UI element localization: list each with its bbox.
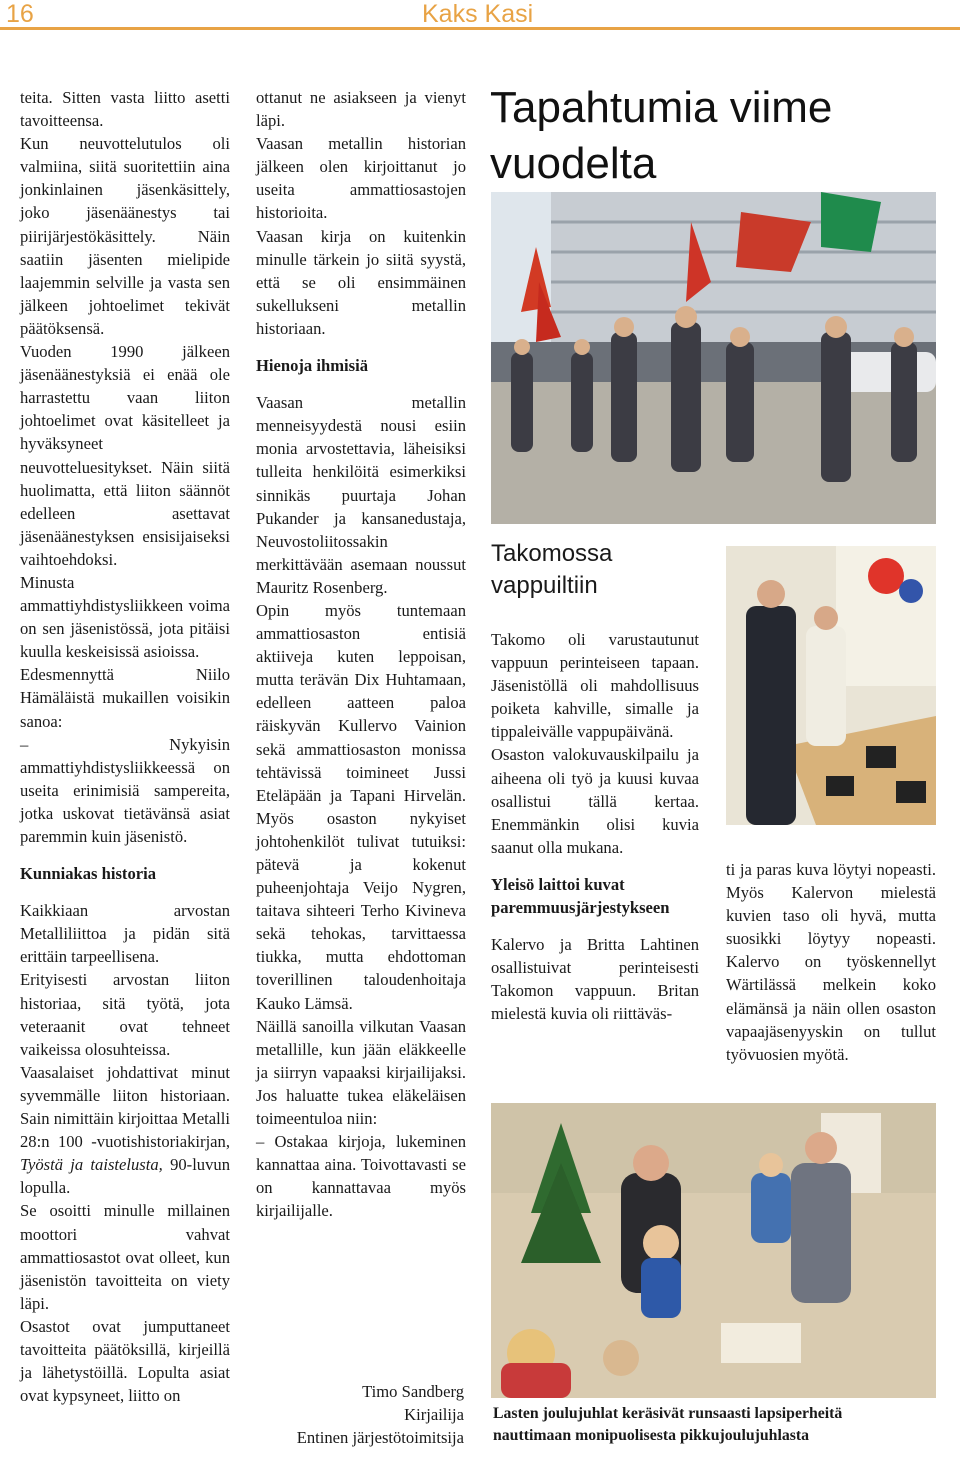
paragraph: Osastot ovat jumputtaneet tavoitteita päätöksillä, kirjeillä ja lähetystöillä. Lopulta asiat ovat kypsyneet, liitto on bbox=[20, 1316, 230, 1406]
photo-may-day-parade bbox=[491, 192, 936, 524]
paragraph bbox=[20, 1061, 230, 1200]
paragraph: ottanut ne asiakseen ja vienyt läpi. bbox=[256, 88, 466, 131]
paragraph: Kaikkiaan arvostan Metalliliittoa ja pidän sitä erittäin tarpeellisena. bbox=[20, 901, 230, 967]
author-signature bbox=[256, 1380, 464, 1449]
book-title: Työstä ja taistelusta, bbox=[20, 1155, 163, 1175]
paragraph: Vaasan metallin menneisyydestä nousi esiin monia arvostettavia, läheisiksi tulleita henkilöitä esimerkiksi sinnikäs puurtaja Johan Pukander ja kansanedustaja, Neuvostoliitossakin merkittävään asemaan noussut Mauritz Rosenberg. bbox=[256, 393, 466, 597]
subheading-yleiso: Yleisö laittoi kuvat paremmuusjärjestykseen bbox=[491, 874, 670, 918]
author-title: Entinen järjestötoimitsija bbox=[296, 1428, 464, 1448]
photo-children-christmas-party bbox=[491, 1103, 936, 1398]
paragraph-part: Sain nimittäin kirjoittaa Metalli 28:n 100 -vuotishistoriakirjan, bbox=[20, 1109, 230, 1152]
paragraph: Vaasan metallin historian jälkeen olen kirjoittanut jo useita ammattiosastojen historioita. bbox=[256, 134, 466, 223]
paragraph: Opin myös tuntemaan ammattiosaston entisiä aktiiveja kuten leppoisan, mutta terävän Dix Huhtamaan, edelleen aatteen paloa räiskyvän Kullervo Vainion sekä ammattiosaston monissa tehtävissä toimineet Jussi Eteläpään ja Tapani Hirvelän. Myös osaston nykyiset johtohenkilöt tulivat tutuiksi: pätevä ja kokenut puheenjohtaja Veijo Nygren, taitava sihteeri Terho Kivineva sekä tehokas, tarvittaessa tiukka, mutta ehdottoman toverillinen taloudenhoitaja Kauko Lämsä. bbox=[256, 600, 466, 1013]
caption-line: Lasten joulujuhlat keräsivät runsaasti lapsiperheitä bbox=[493, 1405, 843, 1422]
paragraph-part: Vaasalaiset johdattivat minut syvemmälle liiton historiaan. bbox=[20, 1062, 230, 1105]
paragraph: Näillä sanoilla vilkutan Vaasan metallille, kun jään eläkkeelle ja siirryn vapaaksi kirjailijaksi. Jos haluatte tukea eläkeläisen toimeentuloa niin: bbox=[256, 1016, 466, 1129]
paragraph: Minusta ammattiyhdistysliikkeen voima on sen jäsenistössä, jota pitäisi kuulla keskeisissä asioissa. bbox=[20, 572, 230, 662]
paragraph: Kun neuvottelutulos oli valmiina, siitä suoritettiin aina jonkinlainen jäsenkäsittely, joko jäsenäänestys tai piirijärjestökäsittely. Näin saatiin jäsenten mielipide laajemmin selville ja vasta sen jälkeen johtoelimet tekivät päätöksensä. bbox=[20, 134, 230, 338]
photo-caption bbox=[493, 1403, 943, 1447]
paragraph: Edesmennyttä Niilo Hämäläistä mukaillen voisikin sanoa: bbox=[20, 665, 230, 731]
paragraph: Se osoitti minulle millainen moottori vahvat ammattiosastot ovat olleet, kun jäsenistön tavoitteita on viety läpi. bbox=[20, 1201, 230, 1313]
page-number: 16 bbox=[6, 0, 34, 28]
article-column-1 bbox=[20, 86, 230, 1407]
paragraph-part: 90-luvun lopulla. bbox=[20, 1155, 230, 1198]
takomo-article-column-2 bbox=[726, 858, 936, 1066]
takomo-article-column bbox=[491, 628, 699, 1026]
quote-paragraph: – Nykyisin ammattiyhdistysliikkeessä on useita erinimisiä sampereita, jotka uskovat tietävänsä asiat paremmin kuin jäsenistö. bbox=[20, 734, 230, 846]
magazine-name: Kaks Kasi bbox=[422, 0, 534, 28]
paragraph: ti ja paras kuva löytyi nopeasti. Myös Kalervon mielestä kuvien taso oli hyvä, mutta suosikki löytyy nopeasti. Kalervo on työskennellyt Wärtilässä melkein koko elämänsä ja näin ollen osaston vapaajäsenyyskin on tullut työvuosien myötä. bbox=[726, 860, 936, 1064]
author-role: Kirjailija bbox=[404, 1405, 464, 1425]
caption-line: nauttimaan monipuolisesta pikkujoulujuhlasta bbox=[493, 1427, 810, 1444]
page-header bbox=[0, 0, 960, 30]
paragraph: Osaston valokuvauskilpailu ja aiheena oli työ ja kuusi kuvaa osallistui tällä kertaa. Enemmänkin olisi kuvia saanut olla mukana. bbox=[491, 745, 699, 857]
subheading-hienoja: Hienoja ihmisiä bbox=[256, 356, 369, 376]
subhead-takomossa: Takomossa vappuiltiin bbox=[491, 540, 613, 599]
subheading-kunniakas: Kunniakas historia bbox=[20, 864, 157, 884]
paragraph: Kalervo ja Britta Lahtinen osallistuivat perinteisesti Takomon vappuun. Britan mielestä kuvia oli riittäväs- bbox=[491, 935, 699, 1024]
author-name: Timo Sandberg bbox=[362, 1382, 464, 1401]
paragraph: Vuoden 1990 jälkeen jäsenäänestyksiä ei enää ole harrastettu vaan liiton johtoelimet ovat käsitelleet ja hyväksyneet neuvotteluesitykset. Näin siitä huolimatta, että liiton säännöt edelleen asettavat jäsenäänestyksen ensisijaiseksi vaihtoehdoksi. bbox=[20, 342, 230, 569]
article-column-2 bbox=[256, 86, 466, 1223]
paragraph: Vaasan kirja on kuitenkin minulle tärkein jo siitä syystä, että se oli ensimmäinen sukellukseni metallin historiaan. bbox=[256, 226, 466, 338]
photo-exhibition-visitors bbox=[726, 546, 936, 825]
section-title: Tapahtumia viime vuodelta bbox=[490, 83, 833, 188]
paragraph: Erityisesti arvostan liiton historiaa, sitä työtä, jota veteraanit ovat tehneet vaikeissa olosuhteissa. bbox=[20, 970, 230, 1059]
quote-paragraph: – Ostakaa kirjoja, lukeminen kannattaa aina. Toivottavasti se on kannattavaa myös kirjailijalle. bbox=[256, 1132, 466, 1221]
paragraph: Takomo oli varustautunut vappuun perinteiseen tapaan. Jäsenistöllä oli mahdollisuus poiketa kahville, simalle ja tippaleivälle vappupäivänä. bbox=[491, 630, 699, 742]
paragraph: teita. Sitten vasta liitto asetti tavoitteensa. bbox=[20, 88, 230, 131]
